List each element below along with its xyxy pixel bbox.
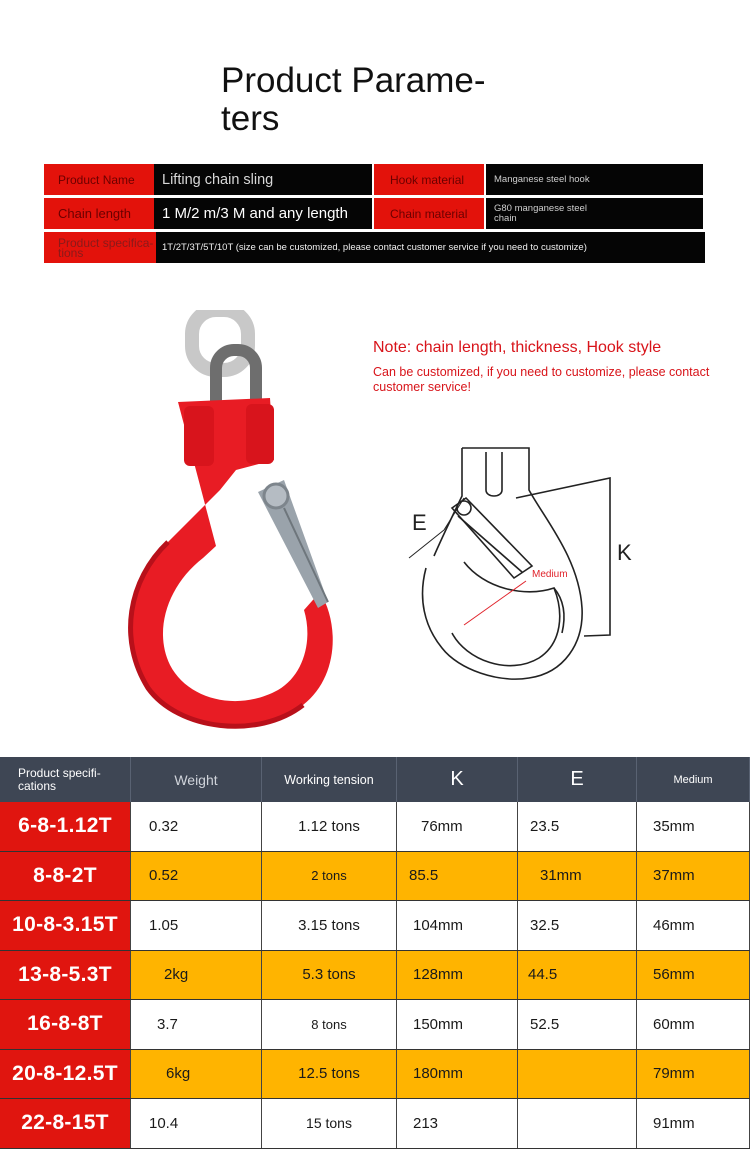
chain-length-label: Chain length xyxy=(44,198,154,229)
header-weight: Weight xyxy=(131,757,262,802)
table-row xyxy=(0,1000,750,1050)
cell-k: 150mm xyxy=(397,1000,518,1049)
cell-tension: 3.15 tons xyxy=(262,901,397,950)
note-title: Note: chain length, thickness, Hook style xyxy=(373,339,662,356)
spec-value: 1T/2T/3T/5T/10T (size can be customized, please contact customer service if you need to customize) xyxy=(156,232,705,263)
cell-k: 213 xyxy=(397,1099,518,1148)
cell-spec: 10-8-3.15T xyxy=(0,901,131,950)
cell-e: 32.5 xyxy=(518,901,637,950)
cell-spec: 16-8-8T xyxy=(0,1000,131,1049)
chain-material-value: G80 manganese steel chain xyxy=(486,198,606,229)
cell-tension: 5.3 tons xyxy=(262,951,397,1000)
cell-tension: 8 tons xyxy=(262,1000,397,1049)
cell-k: 76mm xyxy=(397,802,518,851)
spec-table xyxy=(0,757,750,1149)
cell-k: 180mm xyxy=(397,1050,518,1099)
chain-material-label: Chain material xyxy=(374,198,484,229)
hook-material-label: Hook material xyxy=(374,164,484,195)
header-k: K xyxy=(397,757,518,802)
cell-k: 104mm xyxy=(397,901,518,950)
table-row xyxy=(0,901,750,951)
cell-weight: 3.7 xyxy=(131,1000,262,1049)
spec-label: Product specifica-tions xyxy=(44,232,156,263)
table-row xyxy=(0,1099,750,1149)
cell-spec: 8-8-2T xyxy=(0,852,131,901)
cell-e xyxy=(518,1050,637,1099)
customization-note xyxy=(373,338,713,395)
cell-k: 85.5 xyxy=(397,852,518,901)
header-spec: Product specifi-cations xyxy=(0,757,131,802)
hook-diagram xyxy=(404,438,644,693)
cell-medium: 37mm xyxy=(637,852,750,901)
page-title: Product Parame- ters xyxy=(221,61,486,138)
cell-spec: 22-8-15T xyxy=(0,1099,131,1148)
param-row-name xyxy=(44,164,703,195)
cell-spec: 6-8-1.12T xyxy=(0,802,131,851)
cell-weight: 6kg xyxy=(131,1050,262,1099)
table-row xyxy=(0,1050,750,1100)
cell-weight: 0.52 xyxy=(131,852,262,901)
product-name-label: Product Name xyxy=(44,164,154,195)
cell-e xyxy=(518,1099,637,1148)
cell-spec: 13-8-5.3T xyxy=(0,951,131,1000)
label-medium: Medium xyxy=(532,569,568,580)
table-row xyxy=(0,951,750,1001)
cell-tension: 1.12 tons xyxy=(262,802,397,851)
cell-medium: 60mm xyxy=(637,1000,750,1049)
cell-medium: 35mm xyxy=(637,802,750,851)
spec-table-header xyxy=(0,757,750,802)
cell-weight: 2kg xyxy=(131,951,262,1000)
cell-e: 52.5 xyxy=(518,1000,637,1049)
hook-photo xyxy=(108,310,358,740)
cell-medium: 79mm xyxy=(637,1050,750,1099)
cell-tension: 12.5 tons xyxy=(262,1050,397,1099)
header-e: E xyxy=(518,757,637,802)
cell-weight: 0.32 xyxy=(131,802,262,851)
cell-e: 44.5 xyxy=(518,951,637,1000)
cell-medium: 56mm xyxy=(637,951,750,1000)
param-row-spec xyxy=(44,232,705,263)
header-tension: Working tension xyxy=(262,757,397,802)
cell-medium: 46mm xyxy=(637,901,750,950)
chain-length-value: 1 M/2 m/3 M and any length xyxy=(154,198,372,229)
product-name-value: Lifting chain sling xyxy=(154,164,372,195)
label-e: E xyxy=(412,510,427,535)
cell-spec: 20-8-12.5T xyxy=(0,1050,131,1099)
param-row-chain xyxy=(44,198,703,229)
table-row xyxy=(0,852,750,902)
hook-material-value: Manganese steel hook xyxy=(486,164,595,195)
cell-e: 31mm xyxy=(518,852,637,901)
header-medium: Medium xyxy=(637,757,750,802)
label-k: K xyxy=(617,540,632,565)
cell-e: 23.5 xyxy=(518,802,637,851)
cell-weight: 1.05 xyxy=(131,901,262,950)
note-body: Can be customized, if you need to customize, please contact customer service! xyxy=(373,365,710,394)
table-row xyxy=(0,802,750,852)
cell-k: 128mm xyxy=(397,951,518,1000)
cell-medium: 91mm xyxy=(637,1099,750,1148)
cell-weight: 10.4 xyxy=(131,1099,262,1148)
cell-tension: 2 tons xyxy=(262,852,397,901)
cell-tension: 15 tons xyxy=(262,1099,397,1148)
